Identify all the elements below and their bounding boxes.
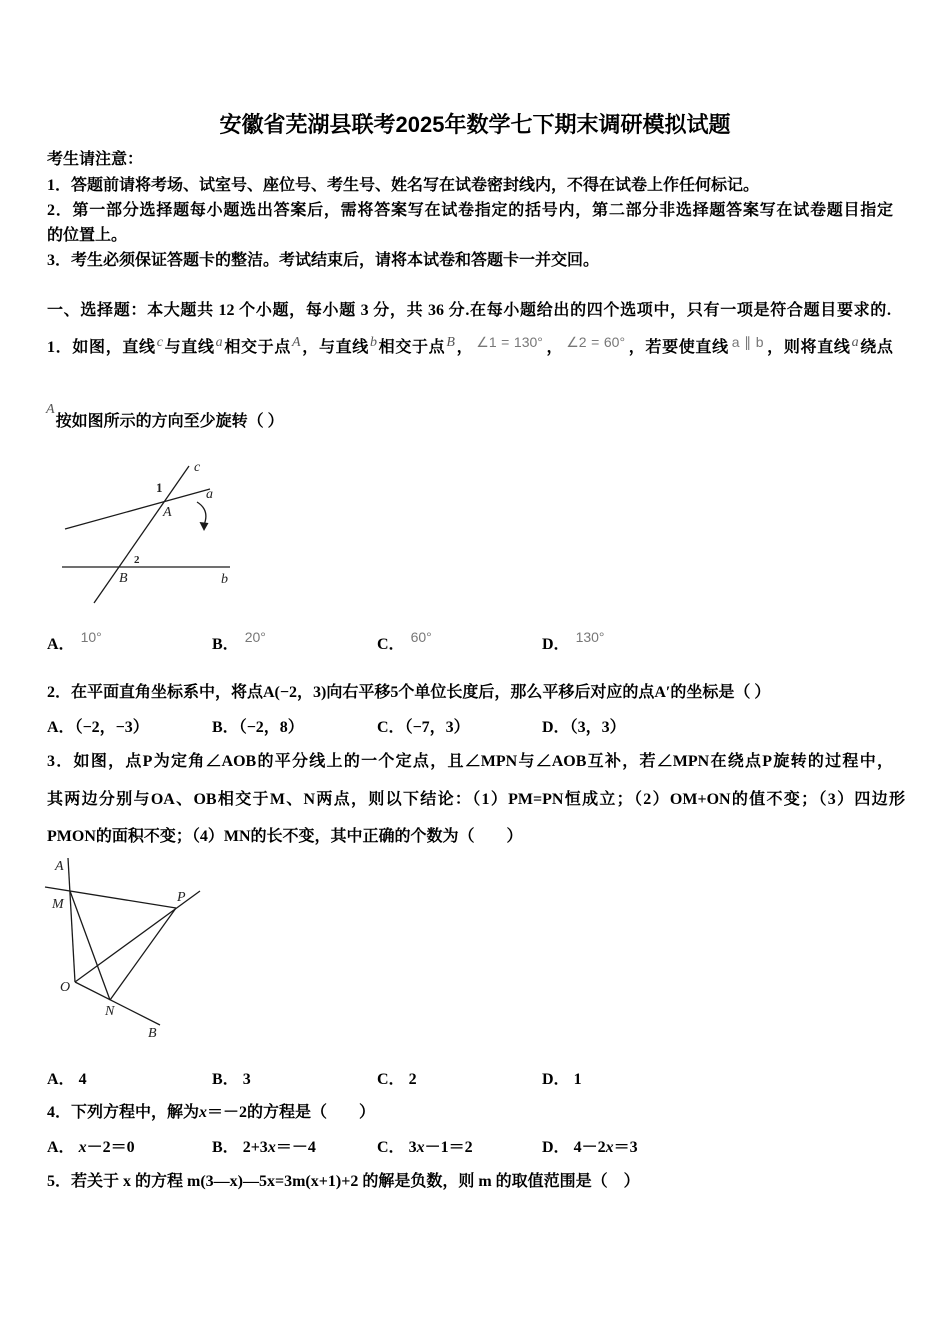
label-point-m: M xyxy=(52,897,64,912)
q3-figure xyxy=(40,852,210,1044)
option-letter: B． xyxy=(212,719,239,736)
var-x: x xyxy=(78,1139,87,1156)
var-x: x xyxy=(416,1139,425,1156)
q4-option-c xyxy=(377,1138,473,1158)
var-point-a: A xyxy=(46,402,55,417)
option-letter: C． xyxy=(377,719,405,736)
notice-item-1: 1．答题前请将考场、试室号、座位号、考生号、姓名写在试卷密封线内，不得在试卷上作任何标记。 xyxy=(47,177,760,194)
option-value: （−7，3） xyxy=(404,719,470,736)
option-value: ＝－4 xyxy=(275,1139,316,1156)
label-point-a: A xyxy=(55,859,64,874)
label-c: c xyxy=(194,460,201,475)
label-a: a xyxy=(206,487,213,502)
option-letter: B． xyxy=(212,1071,239,1088)
var-point-b: B xyxy=(446,335,455,350)
q1-text: ，与直线 xyxy=(301,339,369,356)
line-pn xyxy=(110,908,176,1000)
option-letter: A． xyxy=(47,719,75,736)
q1-option-a xyxy=(47,629,105,655)
q1-text: ， xyxy=(455,339,474,356)
option-value: 130° xyxy=(575,629,605,645)
q3-option-b xyxy=(212,1070,251,1090)
q1-stem-line-1 xyxy=(47,334,893,359)
option-letter: D． xyxy=(542,1139,570,1156)
q2-option-a xyxy=(47,718,149,738)
option-value: －1＝2 xyxy=(424,1139,473,1156)
q3-option-a xyxy=(47,1070,87,1090)
option-value: 20° xyxy=(244,629,266,645)
label-point-p: P xyxy=(177,890,186,905)
label-point-o: O xyxy=(60,980,71,995)
option-value: 60° xyxy=(410,629,432,645)
q2-stem: 2．在平面直角坐标系中，将点A(−2，3)向右平移5个单位长度后，那么平移后对应的点A′的坐标是（ ） xyxy=(47,684,771,701)
label-point-b: B xyxy=(119,571,128,586)
var-c: c xyxy=(156,335,163,350)
option-value: 3 xyxy=(408,1139,417,1156)
q4-option-a xyxy=(47,1138,135,1158)
q1-option-c xyxy=(377,629,435,655)
notice-item-2-line-1: 2．第一部分选择题每小题选出答案后，需将答案写在试卷指定的括号内，第二部分非选择题答案写在试卷题目指定 xyxy=(47,202,893,219)
angle1-formula: ∠1 = 130° xyxy=(476,334,543,350)
q2-option-b xyxy=(212,718,304,738)
line-a xyxy=(65,489,210,529)
q3-stem-line-1: 3．如图，点P为定角∠AOB的平分线上的一个定点，且∠MPN与∠AOB互补，若∠MPN在绕点P旋转的过程中， xyxy=(47,753,893,770)
angle2-formula: ∠2 = 60° xyxy=(566,334,626,350)
option-value: （3，3） xyxy=(569,719,626,736)
notice-item-2-line-2: 的位置上。 xyxy=(47,227,128,244)
option-value: 1 xyxy=(573,1071,582,1088)
option-value: 2 xyxy=(408,1071,417,1088)
var-x: x xyxy=(199,1104,208,1121)
arrowhead-icon xyxy=(200,522,209,531)
option-letter: A． xyxy=(47,636,75,653)
q1-text: ，若要使直线 xyxy=(628,339,729,356)
q1-text: 相交于点 xyxy=(223,339,292,356)
var-a: a xyxy=(851,335,859,350)
ray-oa xyxy=(68,858,75,982)
q2-option-c xyxy=(377,718,470,738)
option-value: －2＝0 xyxy=(86,1139,135,1156)
option-value: 10° xyxy=(80,629,102,645)
var-a: a xyxy=(215,335,223,350)
q1-text: 按如图所示的方向至少旋转（ ） xyxy=(55,413,284,430)
q3-option-c xyxy=(377,1070,417,1090)
q1-text: 相交于点 xyxy=(377,339,446,356)
line-mp xyxy=(45,887,176,908)
option-letter: A． xyxy=(47,1071,75,1088)
option-value: 2+3 xyxy=(242,1139,268,1156)
option-letter: C． xyxy=(377,636,405,653)
option-value: 3 xyxy=(242,1071,251,1088)
option-value: 4 xyxy=(78,1071,87,1088)
option-letter: B． xyxy=(212,636,239,653)
label-point-b: B xyxy=(148,1026,157,1041)
option-value: ＝3 xyxy=(613,1139,638,1156)
option-letter: D． xyxy=(542,636,570,653)
option-letter: C． xyxy=(377,1071,405,1088)
q1-figure xyxy=(55,455,240,610)
q1-option-d xyxy=(542,629,608,655)
q4-option-d xyxy=(542,1138,638,1158)
var-point-a: A xyxy=(292,335,301,350)
option-letter: D． xyxy=(542,1071,570,1088)
option-value: （−2，8） xyxy=(238,719,304,736)
label-angle-2: 2 xyxy=(134,554,140,566)
line-mn xyxy=(70,891,110,1000)
q1-text: 与直线 xyxy=(163,339,215,356)
q2-option-d xyxy=(542,718,626,738)
option-letter: D． xyxy=(542,719,570,736)
notice-heading: 考生请注意： xyxy=(47,151,144,168)
rotation-arrow-icon xyxy=(197,502,206,525)
q1-text: 1．如图，直线 xyxy=(47,339,156,356)
q1-option-b xyxy=(212,629,269,655)
label-point-n: N xyxy=(105,1004,115,1019)
parallel-formula: a ∥ b xyxy=(731,334,764,350)
q4-option-b xyxy=(212,1138,316,1158)
exam-title: 安徽省芜湖县联考2025年数学七下期末调研模拟试题 xyxy=(219,112,731,137)
option-letter: A． xyxy=(47,1139,75,1156)
q1-stem-line-2 xyxy=(45,402,284,433)
q3-option-d xyxy=(542,1070,582,1090)
q1-text: ，则将直线 xyxy=(766,339,851,356)
q3-stem-line-3: PMON的面积不变；（4）MN的长不变，其中正确的个数为（ ） xyxy=(47,828,523,845)
q4-stem xyxy=(47,1103,375,1123)
option-value: （−2，−3） xyxy=(74,719,149,736)
q5-stem: 5．若关于 x 的方程 m(3—x)—5x=3m(x+1)+2 的解是负数，则 m 的取值范围是（ ） xyxy=(47,1173,640,1190)
label-angle-1: 1 xyxy=(156,480,163,495)
q1-text: ， xyxy=(545,339,564,356)
q1-text: 绕点 xyxy=(859,339,893,356)
section-heading-choice: 一、选择题：本大题共 12 个小题，每小题 3 分，共 36 分.在每小题给出的四个选项中，只有一项是符合题目要求的. xyxy=(47,302,891,319)
label-point-a: A xyxy=(163,505,172,520)
q4-text: 4．下列方程中，解为 xyxy=(47,1104,200,1121)
line-c xyxy=(94,466,189,603)
var-x: x xyxy=(267,1139,276,1156)
notice-item-3: 3．考生必须保证答题卡的整洁。考试结束后，请将本试卷和答题卡一并交回。 xyxy=(47,252,600,269)
label-b: b xyxy=(221,572,228,587)
var-x: x xyxy=(605,1139,614,1156)
option-value: 4－2 xyxy=(573,1139,606,1156)
q3-stem-line-2: 其两边分别与OA、OB相交于M、N两点，则以下结论：（1）PM=PN恒成立；（2）OM+ON的值不变；（3）四边形 xyxy=(47,791,905,808)
var-b: b xyxy=(369,335,377,350)
option-letter: C． xyxy=(377,1139,405,1156)
q4-text: ＝－2的方程是（ ） xyxy=(207,1104,376,1121)
option-letter: B． xyxy=(212,1139,239,1156)
